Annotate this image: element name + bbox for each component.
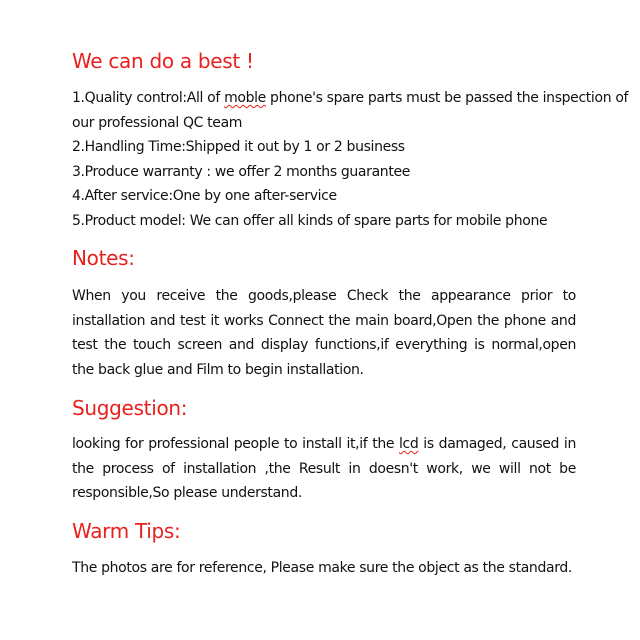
spellcheck-flagged-word[interactable]: moble [224,90,266,106]
handling-time-item: 2.Handling Time:Shipped it out by 1 or 2 business [72,139,405,155]
product-model-item: 5.Product model: We can offer all kinds of spare parts for mobile phone [72,213,548,229]
heading-warm-tips: Warm Tips: [72,519,181,543]
heading-suggestion: Suggestion: [72,396,188,420]
spellcheck-flagged-word[interactable]: lcd [399,436,419,452]
quality-control-line: 1.Quality control:All of moble phone's spare parts must be passed the inspection of [72,90,629,106]
tips-paragraph: The photos are for reference, Please make sure the object as the standard. [72,560,573,576]
quality-control-continuation: our professional QC team [72,114,243,131]
notes-paragraph: When you receive the goods,please Check the appearance prior to installation and test it works Connect the main board,Open the phone and test the touch screen and display functions,if everything is normal,open the back glue and Film to begin installation. [72,288,576,378]
suggestion-paragraph: looking for professional people to install it,if the lcd is damaged, caused in the process of installation ,the Result in doesn't work, we will not be responsible,So please understand. [72,436,576,502]
heading-notes: Notes: [72,246,135,270]
warranty-item: 3.Produce warranty : we offer 2 months guarantee [72,164,410,180]
heading-we-can-do-a-best: We can do a best ! [72,49,254,73]
quality-control-item [72,86,629,135]
after-service-item: 4.After service:One by one after-service [72,188,337,204]
